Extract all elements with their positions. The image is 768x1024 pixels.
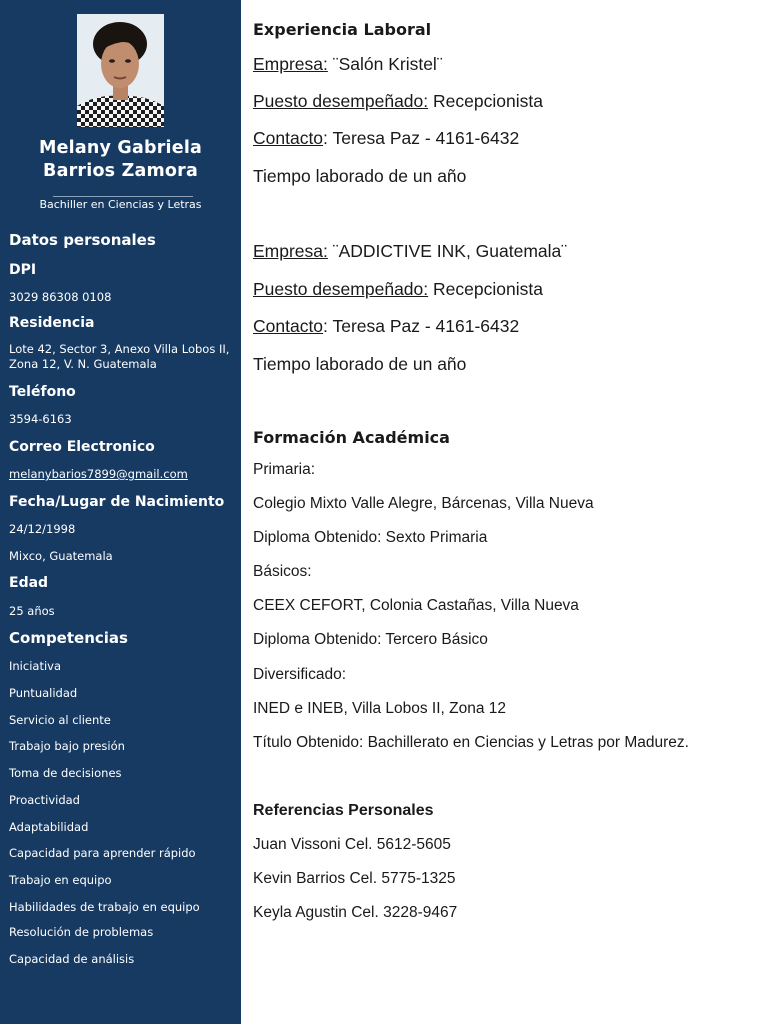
contact-label: Contacto [253,316,324,336]
skill-item: Proactividad [9,793,80,807]
skill-item: Capacidad de análisis [9,952,135,966]
residence-value: Lote 42, Sector 3, Anexo Villa Lobos II, Zona 12, V. N. Guatemala [9,342,230,371]
phone-label: Teléfono [9,384,76,400]
candidate-name [0,137,241,183]
company-label: Empresa: [253,241,328,261]
name-divider [53,196,193,197]
education-line: CEEX CEFORT, Colonia Castañas, Villa Nueva [253,597,579,614]
education-line: Primaria: [253,461,316,478]
job-2-contact [253,316,519,337]
dpi-label: DPI [9,262,37,278]
profile-photo [77,14,164,127]
personal-data-heading: Datos personales [9,231,156,249]
portrait-image [77,14,164,127]
education-line: INED e INEB, Villa Lobos II, Zona 12 [253,700,507,717]
job-1-duration: Tiempo laborado de un año [253,166,467,186]
phone-value: 3594-6163 [9,412,72,426]
birth-label: Fecha/Lugar de Nacimiento [9,494,225,510]
references-heading: Referencias Personales [253,802,434,819]
education-line: Básicos: [253,563,312,580]
contact-value: : Teresa Paz - 4161-6432 [323,128,520,148]
skill-item: Resolución de problemas [9,925,154,939]
birth-date: 24/12/1998 [9,522,76,536]
skill-item: Trabajo en equipo [9,873,112,887]
email-label: Correo Electronico [9,439,155,455]
company-value: ¨ADDICTIVE INK, Guatemala¨ [327,241,568,261]
skill-item: Trabajo bajo presión [9,739,125,753]
reference-item: Keyla Agustin Cel. 3228-9467 [253,904,458,921]
skills-heading: Competencias [9,629,128,647]
skill-item: Servicio al cliente [9,713,111,727]
age-value: 25 años [9,604,55,618]
position-value: Recepcionista [428,279,543,299]
education-line: Colegio Mixto Valle Alegre, Bárcenas, Villa Nueva [253,495,594,512]
skill-item: Iniciativa [9,659,61,673]
job-1-company [253,54,443,75]
dpi-value: 3029 86308 0108 [9,290,112,304]
skill-item: Habilidades de trabajo en equipo [9,900,200,914]
job-1-position [253,91,543,112]
company-label: Empresa: [253,54,328,74]
education-line: Diploma Obtenido: Sexto Primaria [253,529,488,546]
education-line: Diploma Obtenido: Tercero Básico [253,631,488,648]
email-link[interactable]: melanybarios7899@gmail.com [9,467,188,481]
position-label: Puesto desempeñado: [253,91,429,111]
education-line: Título Obtenido: Bachillerato en Ciencias y Letras por Madurez. [253,734,689,751]
education-line: Diversificado: [253,666,347,683]
sidebar [0,0,241,1024]
reference-item: Juan Vissoni Cel. 5612-5605 [253,836,451,853]
company-value: ¨Salón Kristel¨ [327,54,443,74]
name-line-2: Barrios Zamora [43,161,198,181]
residence-label: Residencia [9,315,95,331]
name-line-1: Melany Gabriela [38,138,203,158]
job-2-company [253,241,567,262]
skill-item: Capacidad para aprender rápido [9,846,196,860]
contact-value: : Teresa Paz - 4161-6432 [323,316,520,336]
skill-item: Adaptabilidad [9,820,89,834]
job-1-contact [253,128,519,149]
position-label: Puesto desempeñado: [253,279,429,299]
reference-item: Kevin Barrios Cel. 5775-1325 [253,870,456,887]
position-value: Recepcionista [428,91,543,111]
skill-item: Puntualidad [9,686,78,700]
birth-place: Mixco, Guatemala [9,549,113,563]
education-heading: Formación Académica [253,428,450,447]
job-2-duration: Tiempo laborado de un año [253,354,467,374]
job-2-position [253,279,543,300]
contact-label: Contacto [253,128,324,148]
skill-item: Toma de decisiones [9,766,122,780]
age-label: Edad [9,575,49,591]
candidate-title: Bachiller en Ciencias y Letras [39,198,202,211]
experience-heading: Experiencia Laboral [253,20,432,39]
